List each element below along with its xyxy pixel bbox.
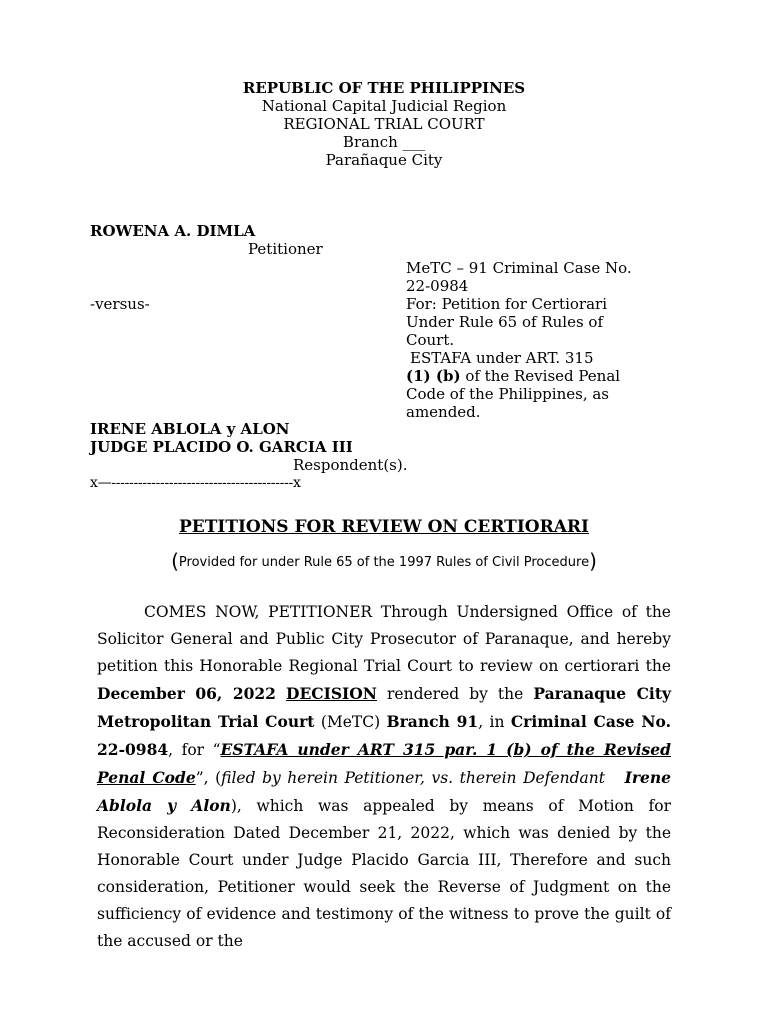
header-region: National Capital Judicial Region [261,97,507,115]
body-paragraph [97,599,671,955]
document-title [0,517,768,537]
criminal-case-number: Criminal Case No. 22-0984 [97,712,671,759]
document-subtitle [0,549,768,573]
document-title-text: PETITIONS FOR REVIEW ON CERTIORARI [178,517,589,537]
respondent-name-2: JUDGE PLACIDO O. GARCIA III [90,438,353,456]
subtitle-open-paren: ( [171,549,179,573]
body-space [276,685,286,703]
body-gap [605,769,625,787]
court-name: Paranaque City Metropolitan Trial Court [97,684,671,731]
decision-date: December 06, 2022 [97,684,276,703]
header-branch: Branch ___ [342,133,426,151]
body-text-2: rendered by the [376,685,534,703]
case-rule-line: Under Rule 65 of Rules of [406,313,603,331]
case-article-line [406,367,620,385]
caption-separator: x—-----------------------------------------x [90,475,301,491]
case-for-line: For: Petition for Certiorari [406,295,607,313]
branch-number: Branch 91 [386,712,479,731]
decision-label: DECISION [286,684,377,703]
header-republic: REPUBLIC OF THE PHILIPPINES [242,79,526,97]
case-article-rest: of the Revised Penal [460,367,621,385]
charge-description: ESTAFA under ART 315 par. 1 (b) of the Revised Penal Code [97,740,671,787]
petitioner-name: ROWENA A. DIMLA [90,222,256,240]
body-text-1: COMES NOW, PETITIONER Through Undersigned Office of the Solicitor General and Public City Prosecutor of Paranaque, and hereby petition this Honorable Regional Trial Court to review on certiorari the [97,603,671,675]
respondent-name-1: IRENE ABLOLA y ALON [90,420,290,438]
defendant-name: Irene Ablola y Alon [97,768,672,815]
header-city: Parañaque City [325,151,443,169]
header-court: REGIONAL TRIAL COURT [283,115,485,133]
case-code-line: Code of the Philippines, as [406,385,609,403]
respondent-role: Respondent(s). [293,456,408,474]
case-number: 22-0984 [406,277,469,295]
body-text-6: ”, ( [195,769,222,787]
versus-label: -versus- [90,295,150,313]
case-court-line: Court. [406,331,455,349]
body-text-3: (MeTC) [314,713,387,731]
case-estafa-line: ESTAFA under ART. 315 [410,349,594,367]
case-article-clause: (1) (b) [406,367,461,385]
subtitle-close-paren: ) [589,549,597,573]
petitioner-role: Petitioner [248,240,323,258]
body-text-4: , in [478,713,511,731]
filing-note: filed by herein Petitioner, vs. therein Defendant [221,769,605,787]
body-text-5: , for “ [168,741,221,759]
case-number-line: MeTC – 91 Criminal Case No. [406,259,632,277]
subtitle-text: Provided for under Rule 65 of the 1997 Rules of Civil Procedure [178,555,590,570]
case-amended-line: amended. [406,403,481,421]
body-text-7: ), which was appealed by means of Motion for Reconsideration Dated December 21, 2022, which was denied by the Honorable Court under Judge Placido Garcia III, Therefore and such consideration, Petitioner would seek the Reverse of Judgment on the sufficiency of evidence and testimony of the witness to prove the guilt of the accused or the [97,797,671,950]
